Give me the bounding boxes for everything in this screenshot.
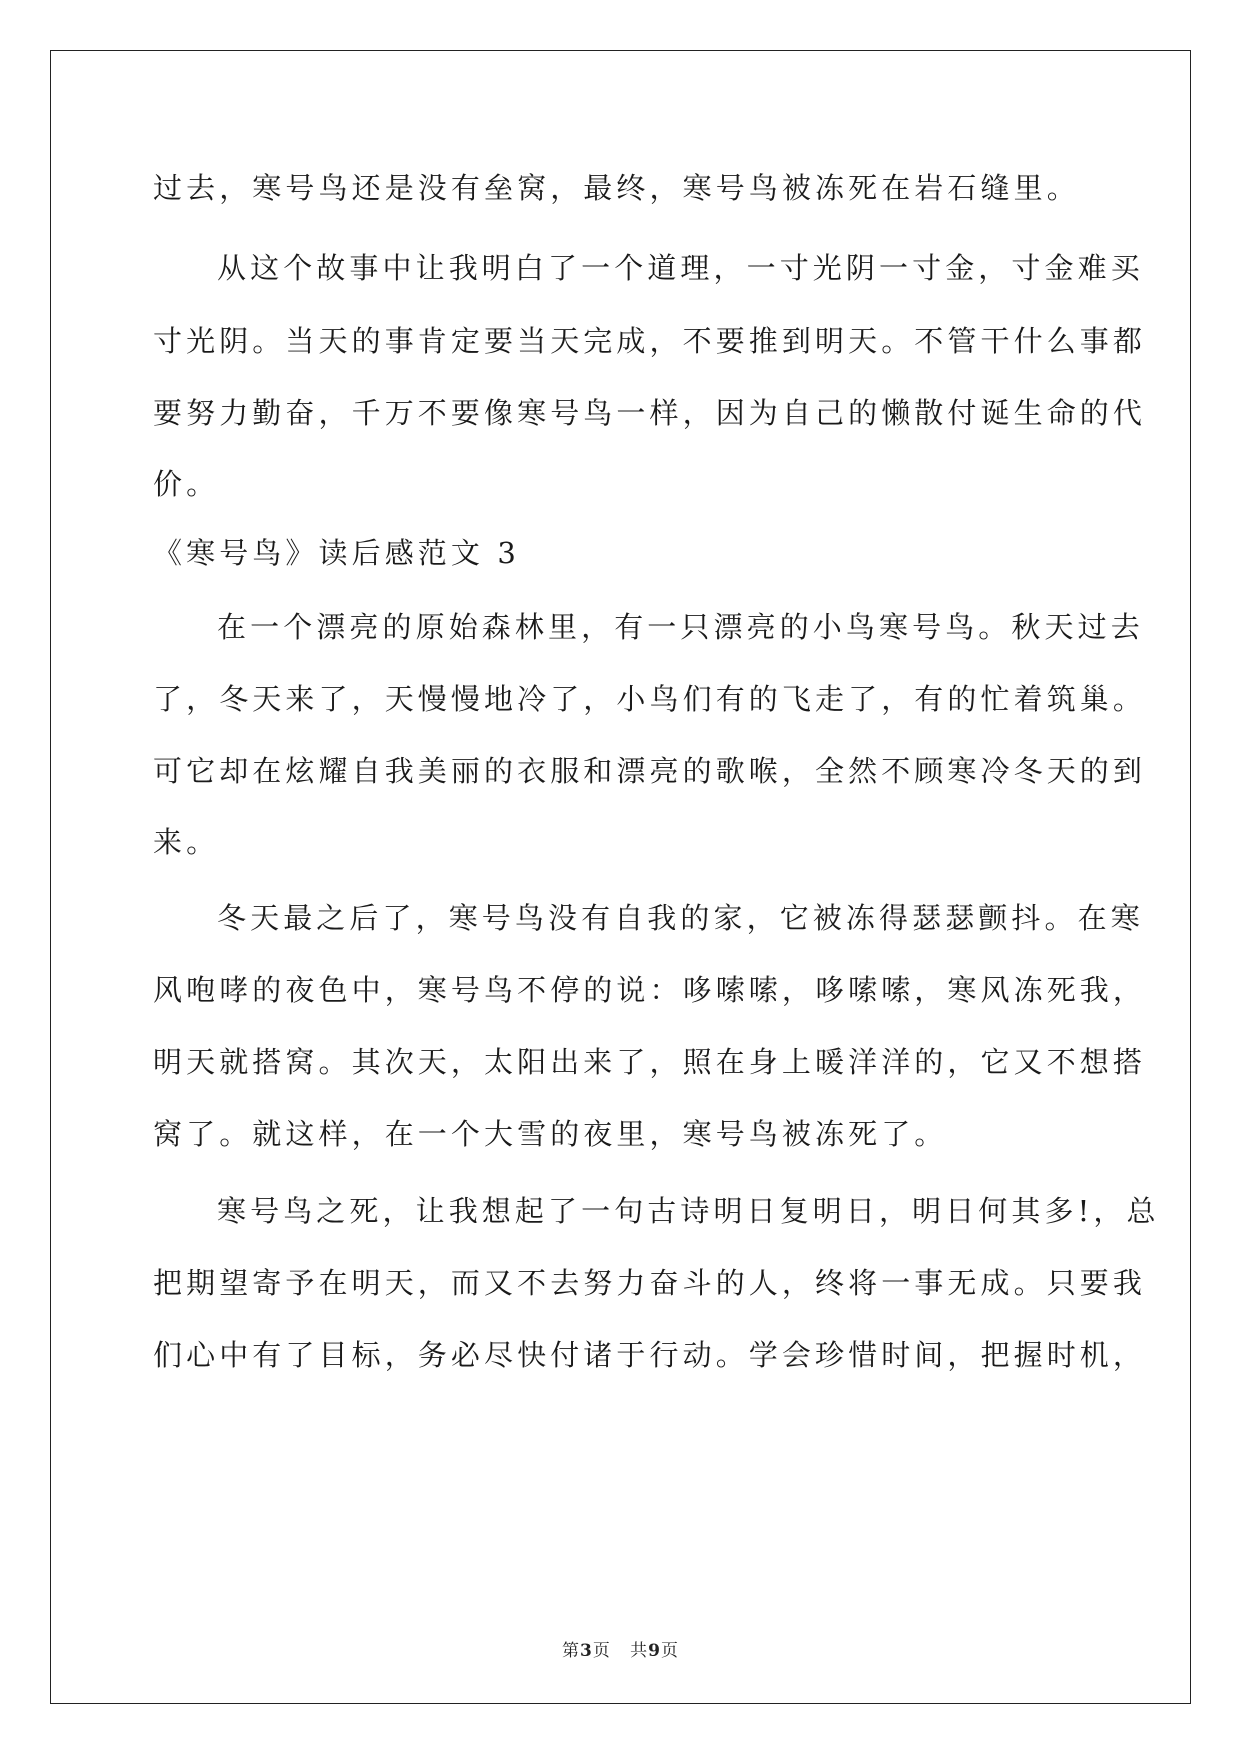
- text-line: 们心中有了目标，务必尽快付诸于行动。学会珍惜时间，把握时机，: [153, 1338, 1147, 1372]
- text-line: 了，冬天来了，天慢慢地冷了，小鸟们有的飞走了，有的忙着筑巢。: [153, 682, 1147, 716]
- paragraph-start-line: 从这个故事中让我明白了一个道理，一寸光阴一寸金，寸金难买: [217, 251, 1144, 285]
- paragraph-start-line: 冬天最之后了，寒号鸟没有自我的家，它被冻得瑟瑟颤抖。在寒: [217, 901, 1144, 935]
- text-line: 明天就搭窝。其次天，太阳出来了，照在身上暖洋洋的，它又不想搭: [153, 1045, 1147, 1079]
- page-footer: [0, 1636, 1241, 1661]
- paragraph-start-line: 寒号鸟之死，让我想起了一句古诗明日复明日，明日何其多!，总: [217, 1194, 1160, 1228]
- current-page-number: 3: [580, 1641, 593, 1661]
- text-line: 把期望寄予在明天，而又不去努力奋斗的人，终将一事无成。只要我: [153, 1266, 1147, 1300]
- total-pages-number: 9: [648, 1641, 661, 1661]
- text-line: 风咆哮的夜色中，寒号鸟不停的说：哆嗦嗦，哆嗦嗦，寒风冻死我，: [153, 973, 1147, 1007]
- paragraph-start-line: 在一个漂亮的原始森林里，有一只漂亮的小鸟寒号鸟。秋天过去: [217, 610, 1144, 644]
- text-line: 过去，寒号鸟还是没有垒窝，最终，寒号鸟被冻死在岩石缝里。: [153, 171, 1080, 205]
- footer-middle: 页 共: [592, 1641, 649, 1661]
- section-heading: 《寒号鸟》读后感范文 3: [153, 536, 520, 570]
- footer-prefix: 第: [562, 1641, 581, 1661]
- footer-suffix: 页: [660, 1641, 679, 1661]
- text-line: 窝了。就这样，在一个大雪的夜里，寒号鸟被冻死了。: [153, 1117, 948, 1151]
- text-line: 价。: [153, 467, 220, 501]
- text-line: 可它却在炫耀自我美丽的衣服和漂亮的歌喉，全然不顾寒冷冬天的到: [153, 754, 1147, 788]
- text-line: 来。: [153, 825, 220, 859]
- text-line: 寸光阴。当天的事肯定要当天完成，不要推到明天。不管干什么事都: [153, 324, 1147, 358]
- text-line: 要努力勤奋，千万不要像寒号鸟一样，因为自己的懒散付诞生命的代: [153, 396, 1147, 430]
- page-border: [50, 50, 1191, 1704]
